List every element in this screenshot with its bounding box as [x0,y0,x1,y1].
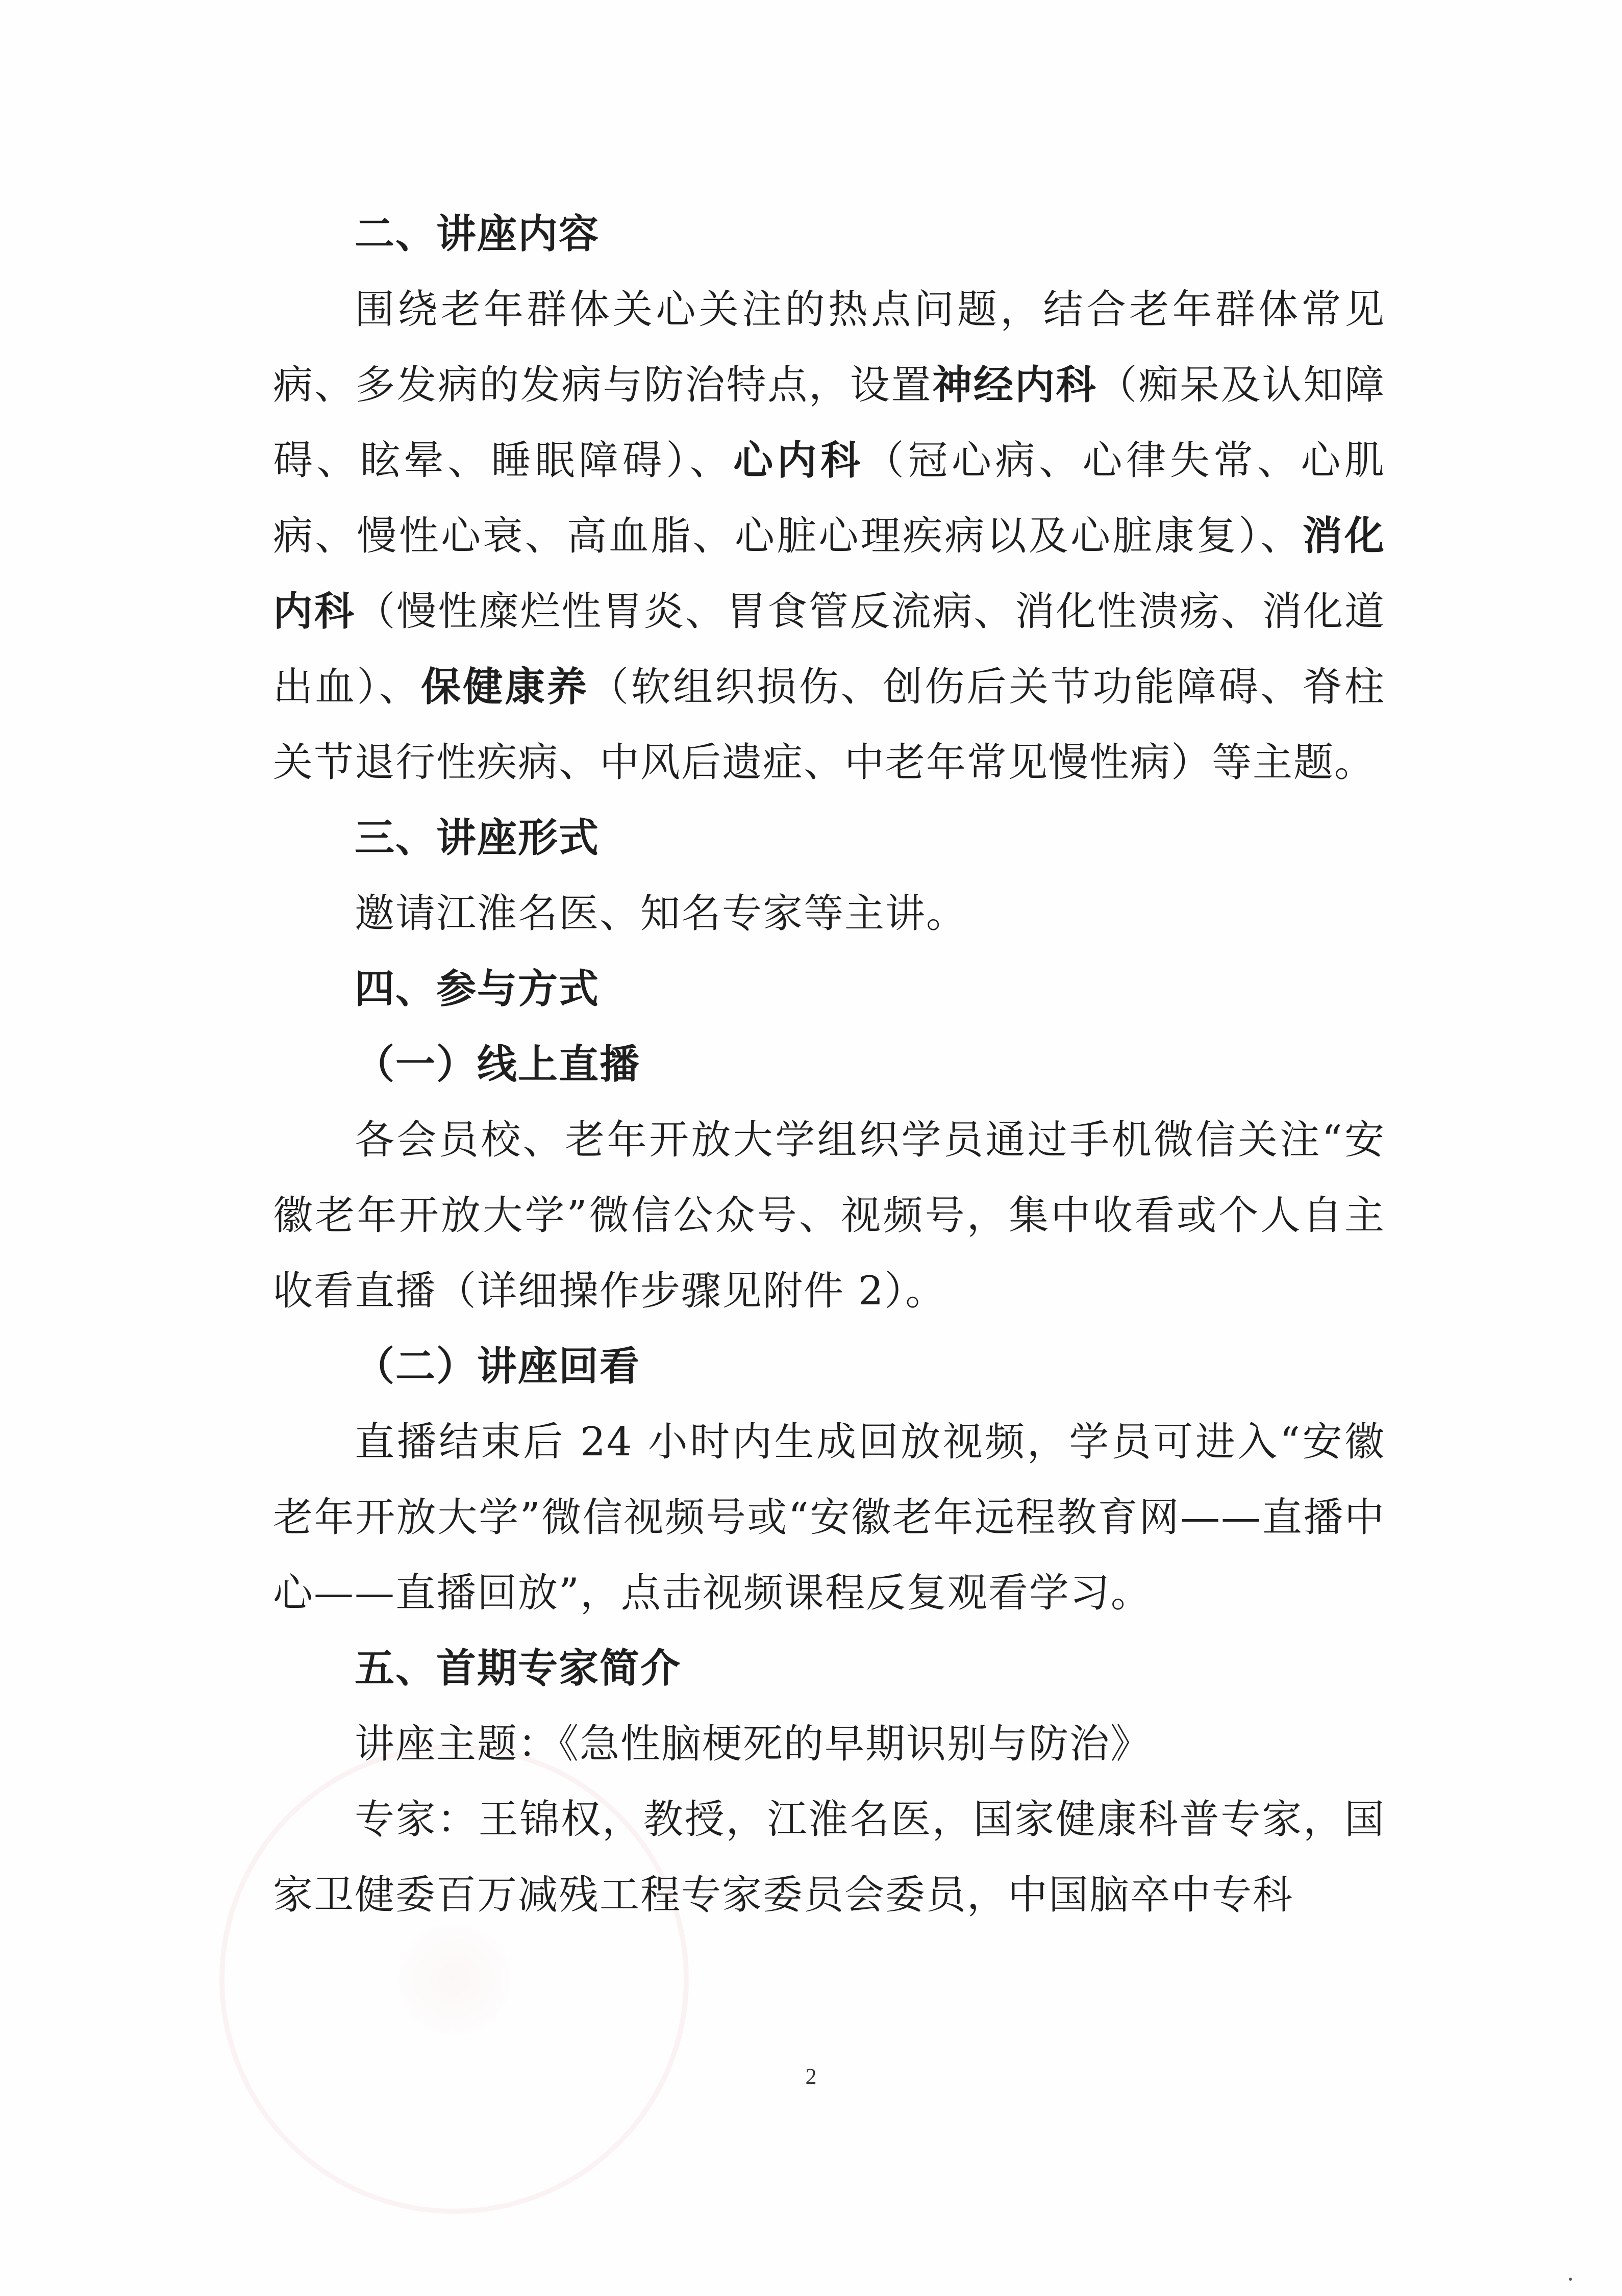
expert-introduction: 专家：王锦权，教授，江淮名医，国家健康科普专家，国家卫健委百万减残工程专家委员会委员，中国脑卒中专科 [273,1797,1385,1918]
section-2-text-3: （冠心病、心律失常、心肌病、慢性心衰、高血脂、心脏心理疾病以及心脏康复）、 [273,438,1385,559]
section-2-text-2: （痴呆及认知障碍、眩晕、睡眠障碍）、 [273,362,1385,484]
section-5-heading: 五、首期专家简介 [355,1646,682,1692]
section-3-heading: 三、讲座形式 [355,815,600,861]
lecture-topic: 讲座主题：《急性脑梗死的早期识别与防治》 [355,1721,1152,1767]
scan-speck [1569,2278,1572,2281]
section-2-paragraph [273,272,1385,800]
page-number: 2 [805,2064,817,2089]
section-3-paragraph: 邀请江淮名医、知名专家等主讲。 [355,891,967,937]
section-4-sub1-paragraph: 各会员校、老年开放大学组织学员通过手机微信关注“安徽老年开放大学”微信公众号、视频号，集中收看或个人自主收看直播（详细操作步骤见附件 2）。 [273,1117,1385,1314]
section-4-sub1-heading: （一）线上直播 [355,1042,641,1088]
dept-cardiology: 心内科 [733,438,864,484]
section-4-heading: 四、参与方式 [355,966,600,1012]
dept-health-care: 保健康养 [421,664,589,710]
section-2-text-4: （慢性糜烂性胃炎、胃食管反流病、消化性溃疡、消化道出血）、 [273,589,1385,710]
section-2-text-1: 围绕老年群体关心关注的热点问题，结合老年群体常见病、多发病的发病与防治特点，设置 [273,287,1385,408]
dept-gastroenterology: 消化内科 [273,513,1385,635]
section-2-text-5: （软组织损伤、创伤后关节功能障碍、脊柱关节退行性疾病、中风后遗症、中老年常见慢性病）等主题。 [273,664,1385,786]
section-4-sub2-heading: （二）讲座回看 [355,1344,641,1390]
section-2-heading: 二、讲座内容 [355,211,600,257]
dept-neurology: 神经内科 [932,362,1097,408]
document-body [273,196,1385,1933]
section-4-sub2-paragraph: 直播结束后 24 小时内生成回放视频，学员可进入“安徽老年开放大学”微信视频号或“安徽老年远程教育网——直播中心——直播回放”，点击视频课程反复观看学习。 [273,1419,1385,1616]
